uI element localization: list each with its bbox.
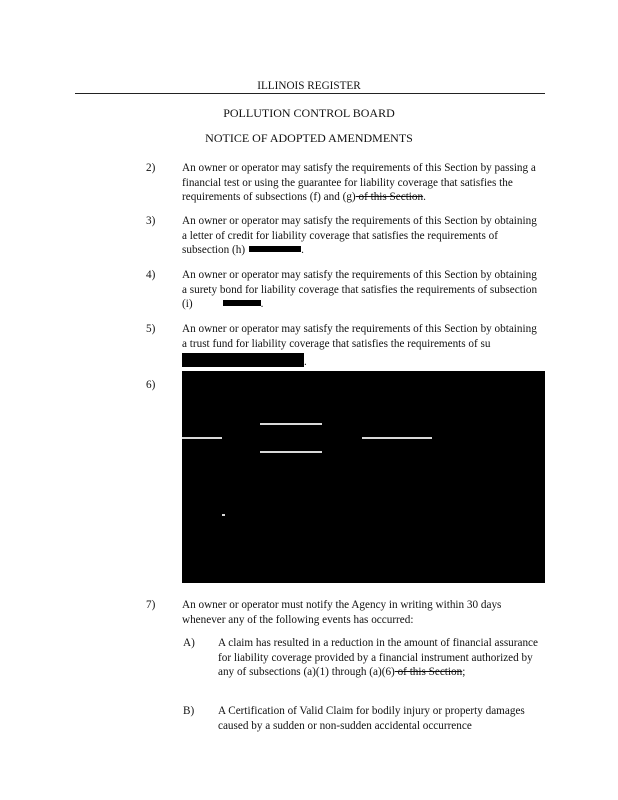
board-name: POLLUTION CONTROL BOARD <box>223 106 395 120</box>
item-text: An owner or operator may satisfy the requirements of this Section by obtaining a surety bond for liability coverage that satisfies the requirements of subsection (i) <box>182 269 538 310</box>
redaction-block <box>182 371 545 583</box>
item-tail: . <box>423 191 426 203</box>
notice-title: NOTICE OF ADOPTED AMENDMENTS <box>205 131 413 145</box>
redaction-mark <box>249 246 301 252</box>
subitem-letter: A) <box>183 637 195 649</box>
header-rule <box>75 93 545 94</box>
subitem-letter: B) <box>183 705 195 717</box>
item-number: 6) <box>146 379 156 391</box>
register-title: ILLINOIS REGISTER <box>257 80 361 92</box>
redaction-mark <box>223 300 261 306</box>
struck-text: of this Section <box>355 191 424 203</box>
subitem-paragraph: A Certification of Valid Claim for bodily injury or property damages caused by a sudden or non-sudden accidental occurrence <box>218 705 525 732</box>
scan-artifact <box>222 514 225 516</box>
subitem-paragraph <box>218 636 544 680</box>
scan-artifact <box>182 437 222 439</box>
item-tail: . <box>260 298 264 310</box>
scan-artifact <box>260 451 322 453</box>
item-paragraph <box>182 268 542 312</box>
item-number: 7) <box>146 599 156 611</box>
scan-artifact <box>362 437 432 439</box>
item-paragraph <box>182 161 542 205</box>
scan-artifact <box>260 423 322 425</box>
redaction-block <box>182 353 304 367</box>
item-text: An owner or operator may satisfy the requirements of this Section by obtaining a letter of credit for liability coverage that satisfies the requirements of subsection (h) <box>182 215 537 256</box>
item-number: 2) <box>146 162 156 174</box>
item-number: 5) <box>146 323 156 335</box>
item-paragraph <box>182 322 542 370</box>
item-paragraph: An owner or operator must notify the Agency in writing within 30 days whenever any of the following events has occurred: <box>182 599 502 626</box>
item-text: An owner or operator may satisfy the requirements of this Section by passing a financial test or using the guarantee for liability coverage that satisfies the requirements of subsections (f) and (g) <box>182 162 536 203</box>
item-tail: . <box>301 244 304 256</box>
item-number: 3) <box>146 215 156 227</box>
subitem-tail: ; <box>462 666 466 678</box>
subitem-text: A claim has resulted in a reduction in the amount of financial assurance for liability coverage provided by a financial instrument authorized by any of subsections (a)(1) through (a)(6) <box>218 637 538 678</box>
item-number: 4) <box>146 269 156 281</box>
item-paragraph <box>182 214 542 258</box>
struck-text: of this Section <box>394 666 463 678</box>
item-text: An owner or operator may satisfy the requirements of this Section by obtaining a trust fund for liability coverage that satisfies the requirements of su <box>182 323 537 350</box>
item-tail: . <box>304 356 307 368</box>
